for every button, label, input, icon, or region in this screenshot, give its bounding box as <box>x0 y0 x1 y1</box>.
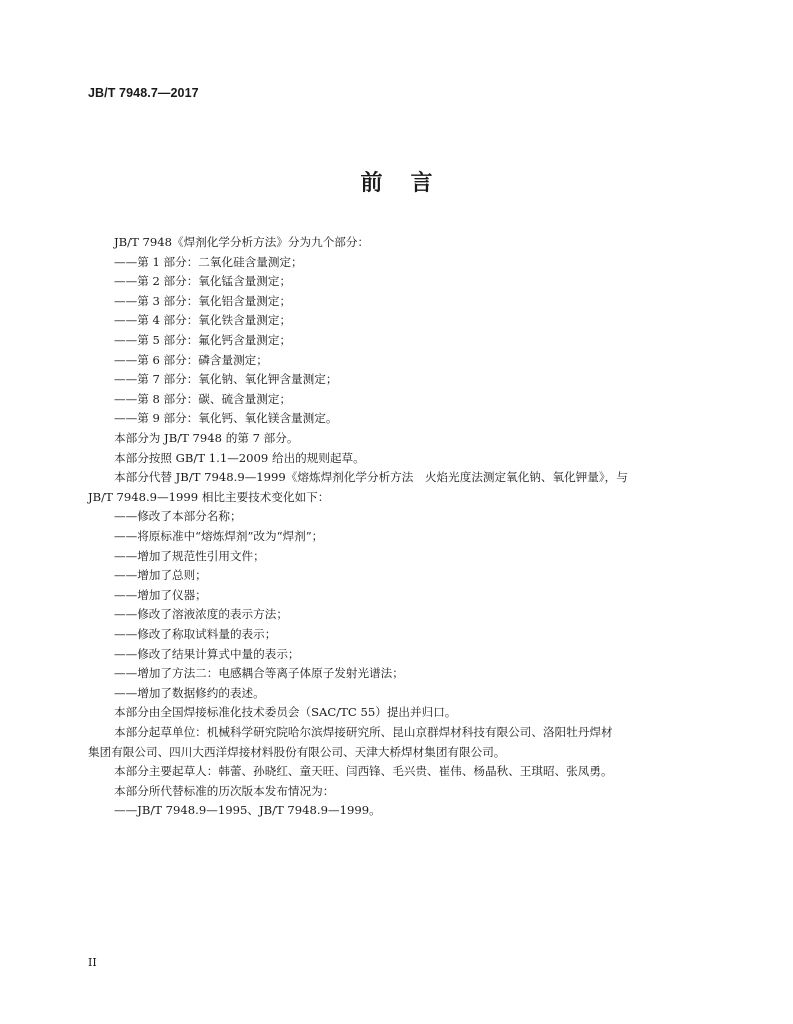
text-line: ——第 2 部分：氧化锰含量测定； <box>114 274 292 289</box>
text-line: 本部分起草单位：机械科学研究院哈尔滨焊接研究所、昆山京群焊材科技有限公司、洛阳牡丹焊材 <box>114 725 613 739</box>
page-title: 前言 <box>360 171 461 196</box>
text-line: 本部分为 JB/T 7948 的第 7 部分。 <box>114 431 299 445</box>
text-line: ——第 4 部分：氧化铁含量测定； <box>114 313 292 328</box>
text-line: ——将原标准中“熔炼焊剂”改为“焊剂”； <box>114 529 324 543</box>
text-line: 本部分代替 JB/T 7948.9—1999《熔炼焊剂化学分析方法 火焰光度法测定氧化钠、氧化钾量》，与 <box>114 470 628 485</box>
text-line: 本部分所代替标准的历次版本发布情况为： <box>114 783 335 798</box>
text-line: ——修改了溶液浓度的表示方法； <box>114 607 288 622</box>
text-line: 本部分主要起草人：韩蕾、孙晓红、童天旺、闫西锋、毛兴贵、崔伟、杨晶秋、王琪昭、张凤勇。 <box>114 764 613 779</box>
text-line: ——修改了结果计算式中量的表示； <box>114 646 300 661</box>
text-line: ——第 9 部分：氧化钙、氧化镁含量测定。 <box>114 411 338 426</box>
text-line: JB/T 7948《焊剂化学分析方法》分为九个部分： <box>114 235 370 249</box>
text-line: 集团有限公司、四川大西洋焊接材料股份有限公司、天津大桥焊材集团有限公司。 <box>88 744 506 759</box>
text-line: ——修改了本部分名称； <box>114 509 242 524</box>
text-line: 本部分按照 GB/T 1.1—2009 给出的规则起草。 <box>114 450 365 465</box>
text-line: ——第 3 部分：氧化铝含量测定； <box>114 293 292 308</box>
text-line: ——修改了称取试料量的表示； <box>114 627 277 641</box>
page-number: II <box>88 956 97 969</box>
text-line: ——增加了方法二：电感耦合等离子体原子发射光谱法； <box>114 666 404 681</box>
text-line: ——第 7 部分：氧化钠、氧化钾含量测定； <box>114 372 338 387</box>
text-line: JB/T 7948.9—1999 相比主要技术变化如下： <box>88 489 330 504</box>
text-line: ——增加了总则； <box>114 568 207 583</box>
text-line: ——增加了规范性引用文件； <box>114 548 265 563</box>
text-line: ——第 8 部分：碳、硫含量测定； <box>114 391 292 406</box>
text-line: ——第 6 部分：磷含量测定； <box>114 352 268 367</box>
text-line: ——第 1 部分：二氧化硅含量测定； <box>114 254 303 269</box>
standard-code-header: JB/T 7948.7—2017 <box>88 86 199 100</box>
text-line: ——第 5 部分：氟化钙含量测定； <box>114 333 292 347</box>
text-line: 本部分由全国焊接标准化技术委员会（SAC/TC 55）提出并归口。 <box>114 705 457 720</box>
text-line: ——增加了数据修约的表述。 <box>114 685 265 700</box>
text-line: ——JB/T 7948.9—1995、JB/T 7948.9—1999。 <box>114 803 381 818</box>
text-line: ——增加了仪器； <box>114 587 207 602</box>
